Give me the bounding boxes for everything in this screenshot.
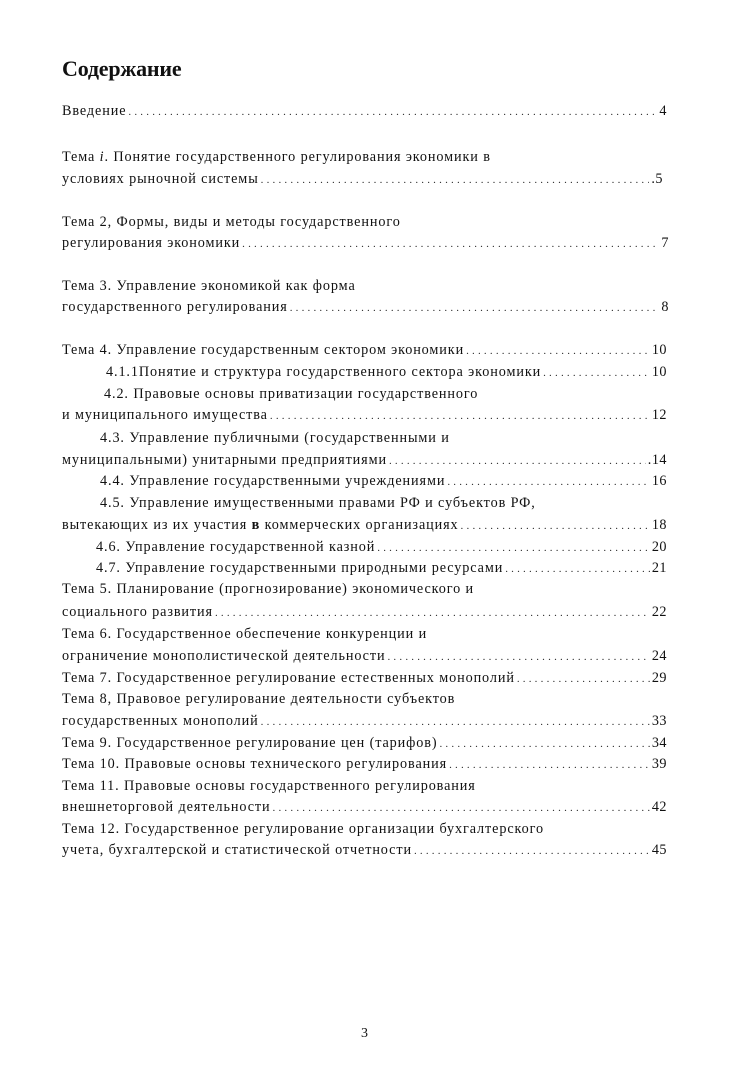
toc-entry-text: 4.4. Управление государственными учреждениями bbox=[100, 473, 446, 489]
dot-leader bbox=[261, 171, 650, 190]
dot-leader bbox=[261, 713, 650, 732]
toc-page-number: 33 bbox=[651, 713, 667, 729]
dot-leader bbox=[377, 539, 650, 558]
dot-leader bbox=[389, 452, 646, 471]
dot-leader bbox=[414, 842, 650, 861]
toc-entry-text: Тема 7. Государственное регулирование естественных монополий bbox=[62, 670, 515, 686]
toc-entry-topic-8-line1[interactable]: Тема 8, Правовое регулирование деятельности субъектов bbox=[62, 691, 456, 707]
toc-entry-topic-5-line1[interactable]: Тема 5. Планирование (прогнозирование) экономического и bbox=[62, 581, 475, 597]
toc-page-number: 34 bbox=[651, 735, 667, 751]
toc-entry-topic-2[interactable] bbox=[62, 234, 669, 254]
toc-page-number: 4 bbox=[659, 103, 667, 119]
dot-leader bbox=[449, 756, 650, 775]
toc-page-number: 20 bbox=[651, 539, 667, 555]
toc-entry-topic-12[interactable] bbox=[62, 841, 667, 861]
toc-page-number: 16 bbox=[651, 473, 667, 489]
toc-entry-section-4-5-line1[interactable]: 4.5. Управление имущественными правами РФ и субъектов РФ, bbox=[100, 495, 536, 511]
toc-entry-section-4-1[interactable] bbox=[106, 363, 667, 383]
dot-leader bbox=[215, 604, 650, 623]
toc-entry-section-4-5[interactable] bbox=[62, 516, 667, 536]
toc-text-part: вытекающих из их участия bbox=[62, 517, 252, 533]
toc-entry-text bbox=[62, 516, 459, 535]
dot-leader bbox=[466, 342, 650, 361]
toc-entry-topic-10[interactable] bbox=[62, 755, 667, 775]
toc-entry-topic-9[interactable] bbox=[62, 734, 667, 754]
dot-leader bbox=[517, 670, 650, 689]
toc-entry-section-4-2[interactable] bbox=[62, 406, 667, 426]
toc-entry-text: Тема 4. Управление государственным сектором экономики bbox=[62, 342, 465, 358]
toc-entry-text: муниципальными) унитарными предприятиями bbox=[62, 452, 387, 468]
toc-page-number: 10 bbox=[651, 364, 667, 380]
toc-entry-text: Введение bbox=[62, 103, 127, 119]
toc-entry-topic-3[interactable] bbox=[62, 298, 669, 318]
toc-page-number: 21 bbox=[651, 560, 667, 576]
dot-leader bbox=[505, 560, 650, 579]
page-title: Содержание bbox=[62, 56, 182, 81]
toc-entry-topic-5[interactable] bbox=[62, 603, 667, 623]
dot-leader bbox=[447, 473, 649, 492]
toc-page-number: 18 bbox=[651, 517, 667, 533]
toc-entry-topic-4[interactable] bbox=[62, 341, 667, 361]
toc-entry-text: Тема 9. Государственное регулирование цен (тарифов) bbox=[62, 735, 438, 751]
toc-page-number: 42 bbox=[651, 799, 667, 815]
toc-page-number: 24 bbox=[651, 648, 667, 664]
toc-page-number: .5 bbox=[651, 171, 663, 187]
toc-entry-intro[interactable] bbox=[62, 102, 667, 122]
toc-entry-text: регулирования экономики bbox=[62, 235, 241, 251]
dot-leader bbox=[273, 799, 650, 818]
page-number: 3 bbox=[361, 1026, 368, 1041]
toc-entry-topic-6[interactable] bbox=[62, 647, 667, 667]
toc-entry-topic-12-line1[interactable]: Тема 12. Государственное регулирование организации бухгалтерского bbox=[62, 821, 544, 837]
toc-entry-topic-8[interactable] bbox=[62, 712, 667, 732]
dot-leader bbox=[439, 735, 649, 754]
toc-page-number: 45 bbox=[651, 842, 667, 858]
toc-entry-text: . Понятие государственного регулирования экономики в bbox=[104, 149, 491, 165]
dot-leader bbox=[461, 517, 650, 536]
toc-entry-topic-6-line1[interactable]: Тема 6. Государственное обеспечение конкуренции и bbox=[62, 626, 428, 642]
dot-leader bbox=[543, 364, 650, 383]
toc-entry-section-4-4[interactable] bbox=[100, 472, 667, 492]
toc-page-number: 12 bbox=[651, 407, 667, 423]
toc-page-number: 7 bbox=[661, 235, 669, 251]
toc-entry-section-4-3-line1[interactable]: 4.3. Управление публичными (государственными и bbox=[100, 430, 450, 446]
toc-entry-text: государственного регулирования bbox=[62, 299, 288, 315]
toc-entry-text: 4.6. Управление государственной казной bbox=[96, 539, 376, 555]
toc-text-part: коммерческих организациях bbox=[260, 517, 459, 533]
dot-leader bbox=[128, 103, 657, 122]
toc-entry-text: внешнеторговой деятельности bbox=[62, 799, 271, 815]
toc-text-part: в bbox=[251, 517, 261, 533]
toc-entry-number: i bbox=[99, 149, 105, 165]
toc-page-number: 22 bbox=[651, 604, 667, 620]
toc-page-number: .14 bbox=[647, 452, 667, 468]
dot-leader bbox=[270, 407, 650, 426]
toc-entry-text: и муниципального имущества bbox=[62, 407, 268, 423]
toc-page-number: 10 bbox=[651, 342, 667, 358]
toc-entry-section-4-7[interactable] bbox=[96, 559, 667, 579]
toc-entry-topic-1-line1[interactable] bbox=[62, 148, 491, 167]
toc-page-number: 39 bbox=[651, 756, 667, 772]
toc-entry-text: 4.7. Управление государственными природными ресурсами bbox=[96, 560, 504, 576]
toc-entry-text: Тема 10. Правовые основы технического регулирования bbox=[62, 756, 448, 772]
toc-entry-topic-11-line1[interactable]: Тема 11. Правовые основы государственного регулирования bbox=[62, 778, 476, 794]
toc-entry-section-4-2-line1[interactable]: 4.2. Правовые основы приватизации государственного bbox=[104, 386, 479, 402]
dot-leader bbox=[290, 299, 660, 318]
toc-entry-text: условиях рыночной системы bbox=[62, 171, 259, 187]
toc-entry-topic-7[interactable] bbox=[62, 669, 667, 689]
toc-entry-section-4-3[interactable] bbox=[62, 451, 667, 471]
toc-entry-topic-11[interactable] bbox=[62, 798, 667, 818]
toc-entry-text: Тема bbox=[62, 149, 96, 165]
toc-page-number: 29 bbox=[651, 670, 667, 686]
toc-entry-topic-2-line1[interactable]: Тема 2, Формы, виды и методы государственного bbox=[62, 214, 401, 230]
toc-entry-text: учета, бухгалтерской и статистической отчетности bbox=[62, 842, 412, 858]
toc-entry-topic-1[interactable] bbox=[62, 170, 663, 190]
toc-entry-text: 4.1.1Понятие и структура государственного сектора экономики bbox=[106, 364, 542, 380]
dot-leader bbox=[387, 648, 649, 667]
toc-entry-text: социального развития bbox=[62, 604, 213, 620]
toc-entry-text: ограничение монополистической деятельности bbox=[62, 648, 386, 664]
dot-leader bbox=[242, 235, 659, 254]
toc-page-number: 8 bbox=[661, 299, 669, 315]
toc-entry-section-4-6[interactable] bbox=[96, 538, 667, 558]
toc-entry-topic-3-line1[interactable]: Тема 3. Управление экономикой как форма bbox=[62, 278, 356, 294]
toc-entry-text: государственных монополий bbox=[62, 713, 259, 729]
